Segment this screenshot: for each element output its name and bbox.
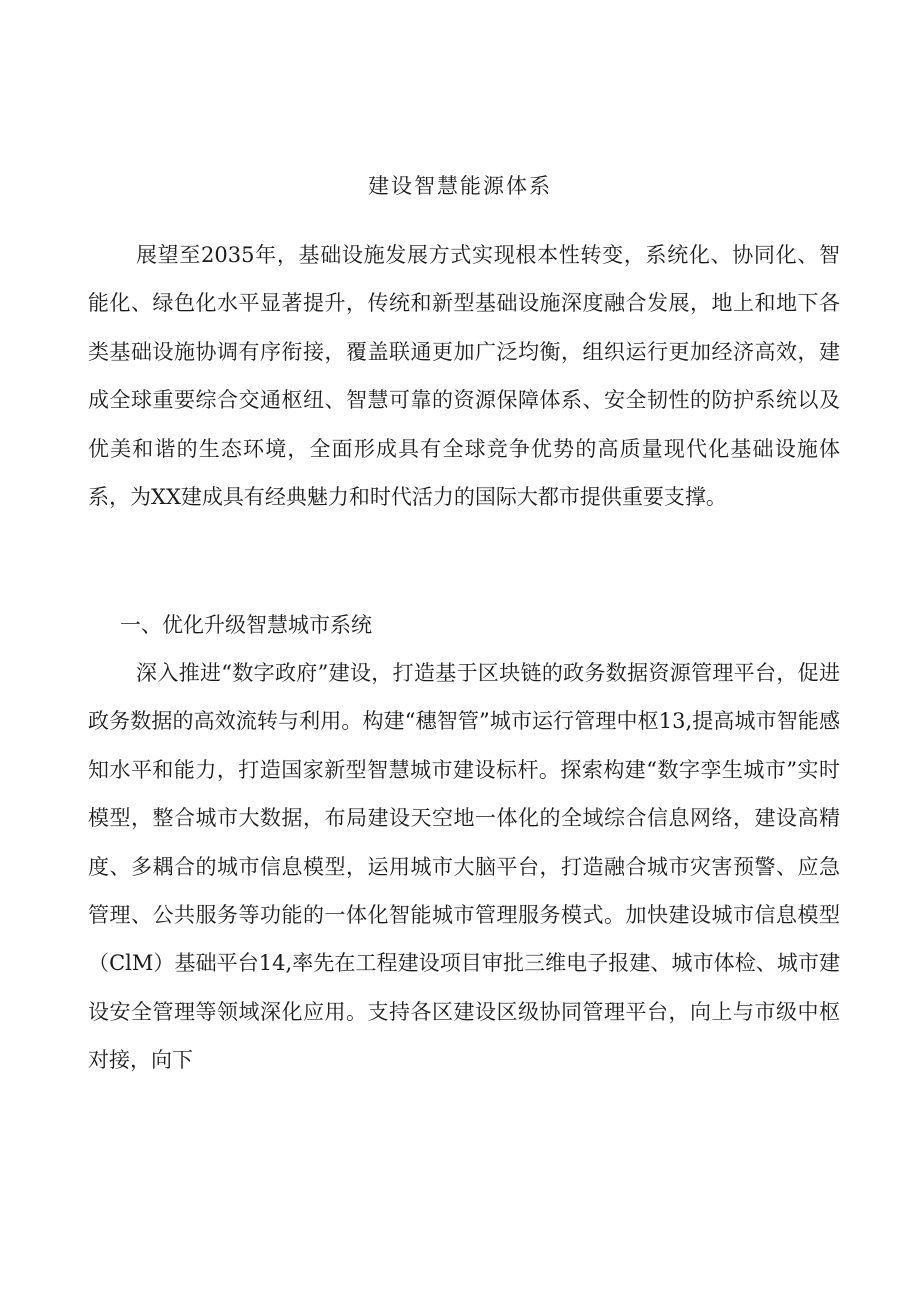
intro-paragraph: 展望至2035年，基础设施发展方式实现根本性转变，系统化、协同化、智能化、绿色化水平显著提升，传统和新型基础设施深度融合发展，地上和地下各类基础设施协调有序衔接，覆盖联通更加广泛均衡，组织运行更加经济高效，建成全球重要综合交通枢纽、智慧可靠的资源保障体系、安全韧性的防护系统以及优美和谐的生态环境，全面形成具有全球竞争优势的高质量现代化基础设施体系，为XX建成具有经典魅力和时代活力的国际大都市提供重要支撑。 [88,243,840,510]
document-title: 建设智慧能源体系 [368,174,552,198]
section-paragraph: 深入推进“数字政府”建设，打造基于区块链的政务数据资源管理平台，促进政务数据的高效流转与利用。构建“穗智管”城市运行管理中枢13,提高城市智能感知水平和能力，打造国家新型智慧城市建设标杆。探索构建“数字孪生城市”实时模型，整合城市大数据，布局建设天空地一体化的全域综合信息网络，建设高精度、多耦合的城市信息模型，运用城市大脑平台，打造融合城市灾害预警、应急管理、公共服务等功能的一体化智能城市管理服务模式。加快建设城市信息模型（ClM）基础平台14,率先在工程建设项目审批三维电子报建、城市体检、城市建设安全管理等领域深化应用。支持各区建设区级协同管理平台，向上与市级中枢对接，向下 [88,661,840,1073]
section-heading: 一、优化升级智慧城市系统 [120,613,372,637]
